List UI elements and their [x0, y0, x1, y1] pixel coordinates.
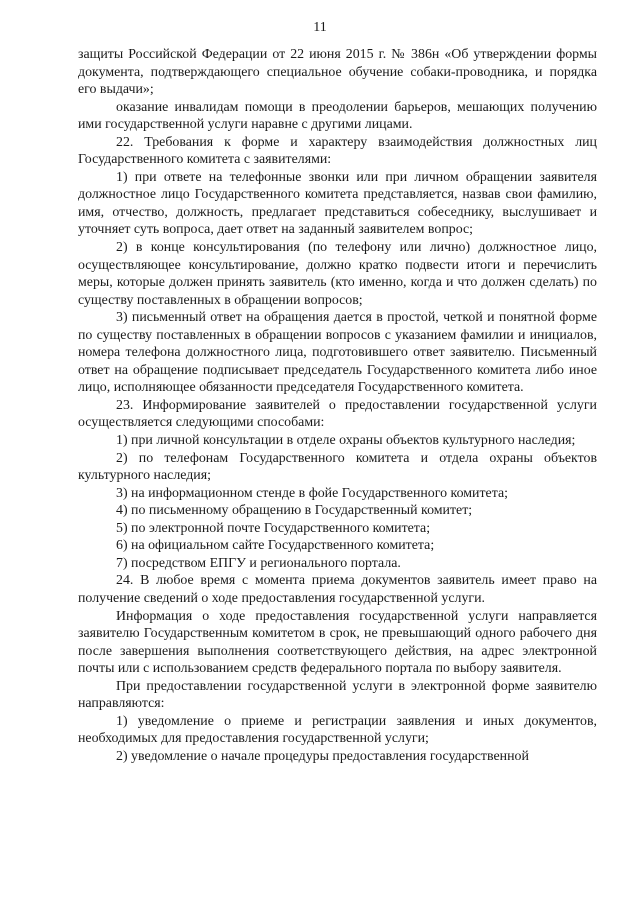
page-number: 11	[313, 20, 327, 35]
paragraph: 24. В любое время с момента приема документов заявитель имеет право на получение сведений о ходе предоставления государственной услуги.	[78, 573, 597, 606]
paragraph: 4) по письменному обращению в Государственный комитет;	[116, 503, 473, 519]
document-body	[78, 46, 597, 765]
paragraph: защиты Российской Федерации от 22 июня 2015 г. № 386н «Об утверждении формы документа, подтверждающего специальное обучение собаки-проводника, и порядка его выдачи»;	[78, 47, 597, 98]
paragraph: 2) уведомление о начале процедуры предоставления государственной	[116, 748, 529, 764]
paragraph: 22. Требования к форме и характеру взаимодействия должностных лиц Государственного комитета с заявителями:	[78, 134, 597, 168]
paragraph: 1) уведомление о приеме и регистрации заявления и иных документов, необходимых для предоставления государственной услуги;	[78, 713, 597, 747]
paragraph: 3) письменный ответ на обращения дается в простой, четкой и понятной форме по существу поставленных в обращении вопросов с указанием фамилии и инициалов, номера телефона должностного лица, подготовившего ответ заявителю. Письменный ответ на обращение подписывает председатель Государственного комитета либо иное лицо, исполняющее обязанности председателя Государственного комитета.	[78, 310, 597, 396]
paragraph: 6) на официальном сайте Государственного комитета;	[116, 538, 435, 554]
paragraph: 5) по электронной почте Государственного комитета;	[116, 520, 431, 536]
paragraph: 23. Информирование заявителей о предоставлении государственной услуги осуществляется следующими способами:	[78, 397, 597, 431]
paragraph: 1) при ответе на телефонные звонки или при личном обращении заявителя должностное лицо Государственного комитета представляется, назвав свои фамилию, имя, отчество, должность, предлагает представиться собеседнику, выслушивает и уточняет суть вопроса, дает ответ на заданный заявителем вопрос;	[78, 169, 597, 238]
paragraph: Информация о ходе предоставления государственной услуги направляется заявителю Государственным комитетом в срок, не превышающий одного рабочего дня после завершения выполнения соответствующего действия, на адрес электронной почты или с использованием средств федерального портала по выбору заявителя.	[78, 608, 597, 677]
paragraph: 3) на информационном стенде в фойе Государственного комитета;	[116, 485, 508, 501]
paragraph: 1) при личной консультации в отделе охраны объектов культурного наследия;	[116, 433, 576, 449]
paragraph: оказание инвалидам помощи в преодолении барьеров, мешающих получению ими государственной услуги наравне с другими лицами.	[78, 99, 597, 133]
paragraph: При предоставлении государственной услуги в электронной форме заявителю направляются:	[78, 678, 597, 712]
paragraph: 7) посредством ЕПГУ и регионального портала.	[116, 555, 401, 571]
paragraph: 2) по телефонам Государственного комитета и отдела охраны объектов культурного наследия;	[78, 450, 597, 484]
paragraph: 2) в конце консультирования (по телефону или лично) должностное лицо, осуществляющее консультирование, должно кратко подвести итоги и перечислить меры, которые должен принять заявитель (кто именно, когда и что должен сделать) по существу поставленных в обращении вопросов;	[78, 240, 597, 308]
